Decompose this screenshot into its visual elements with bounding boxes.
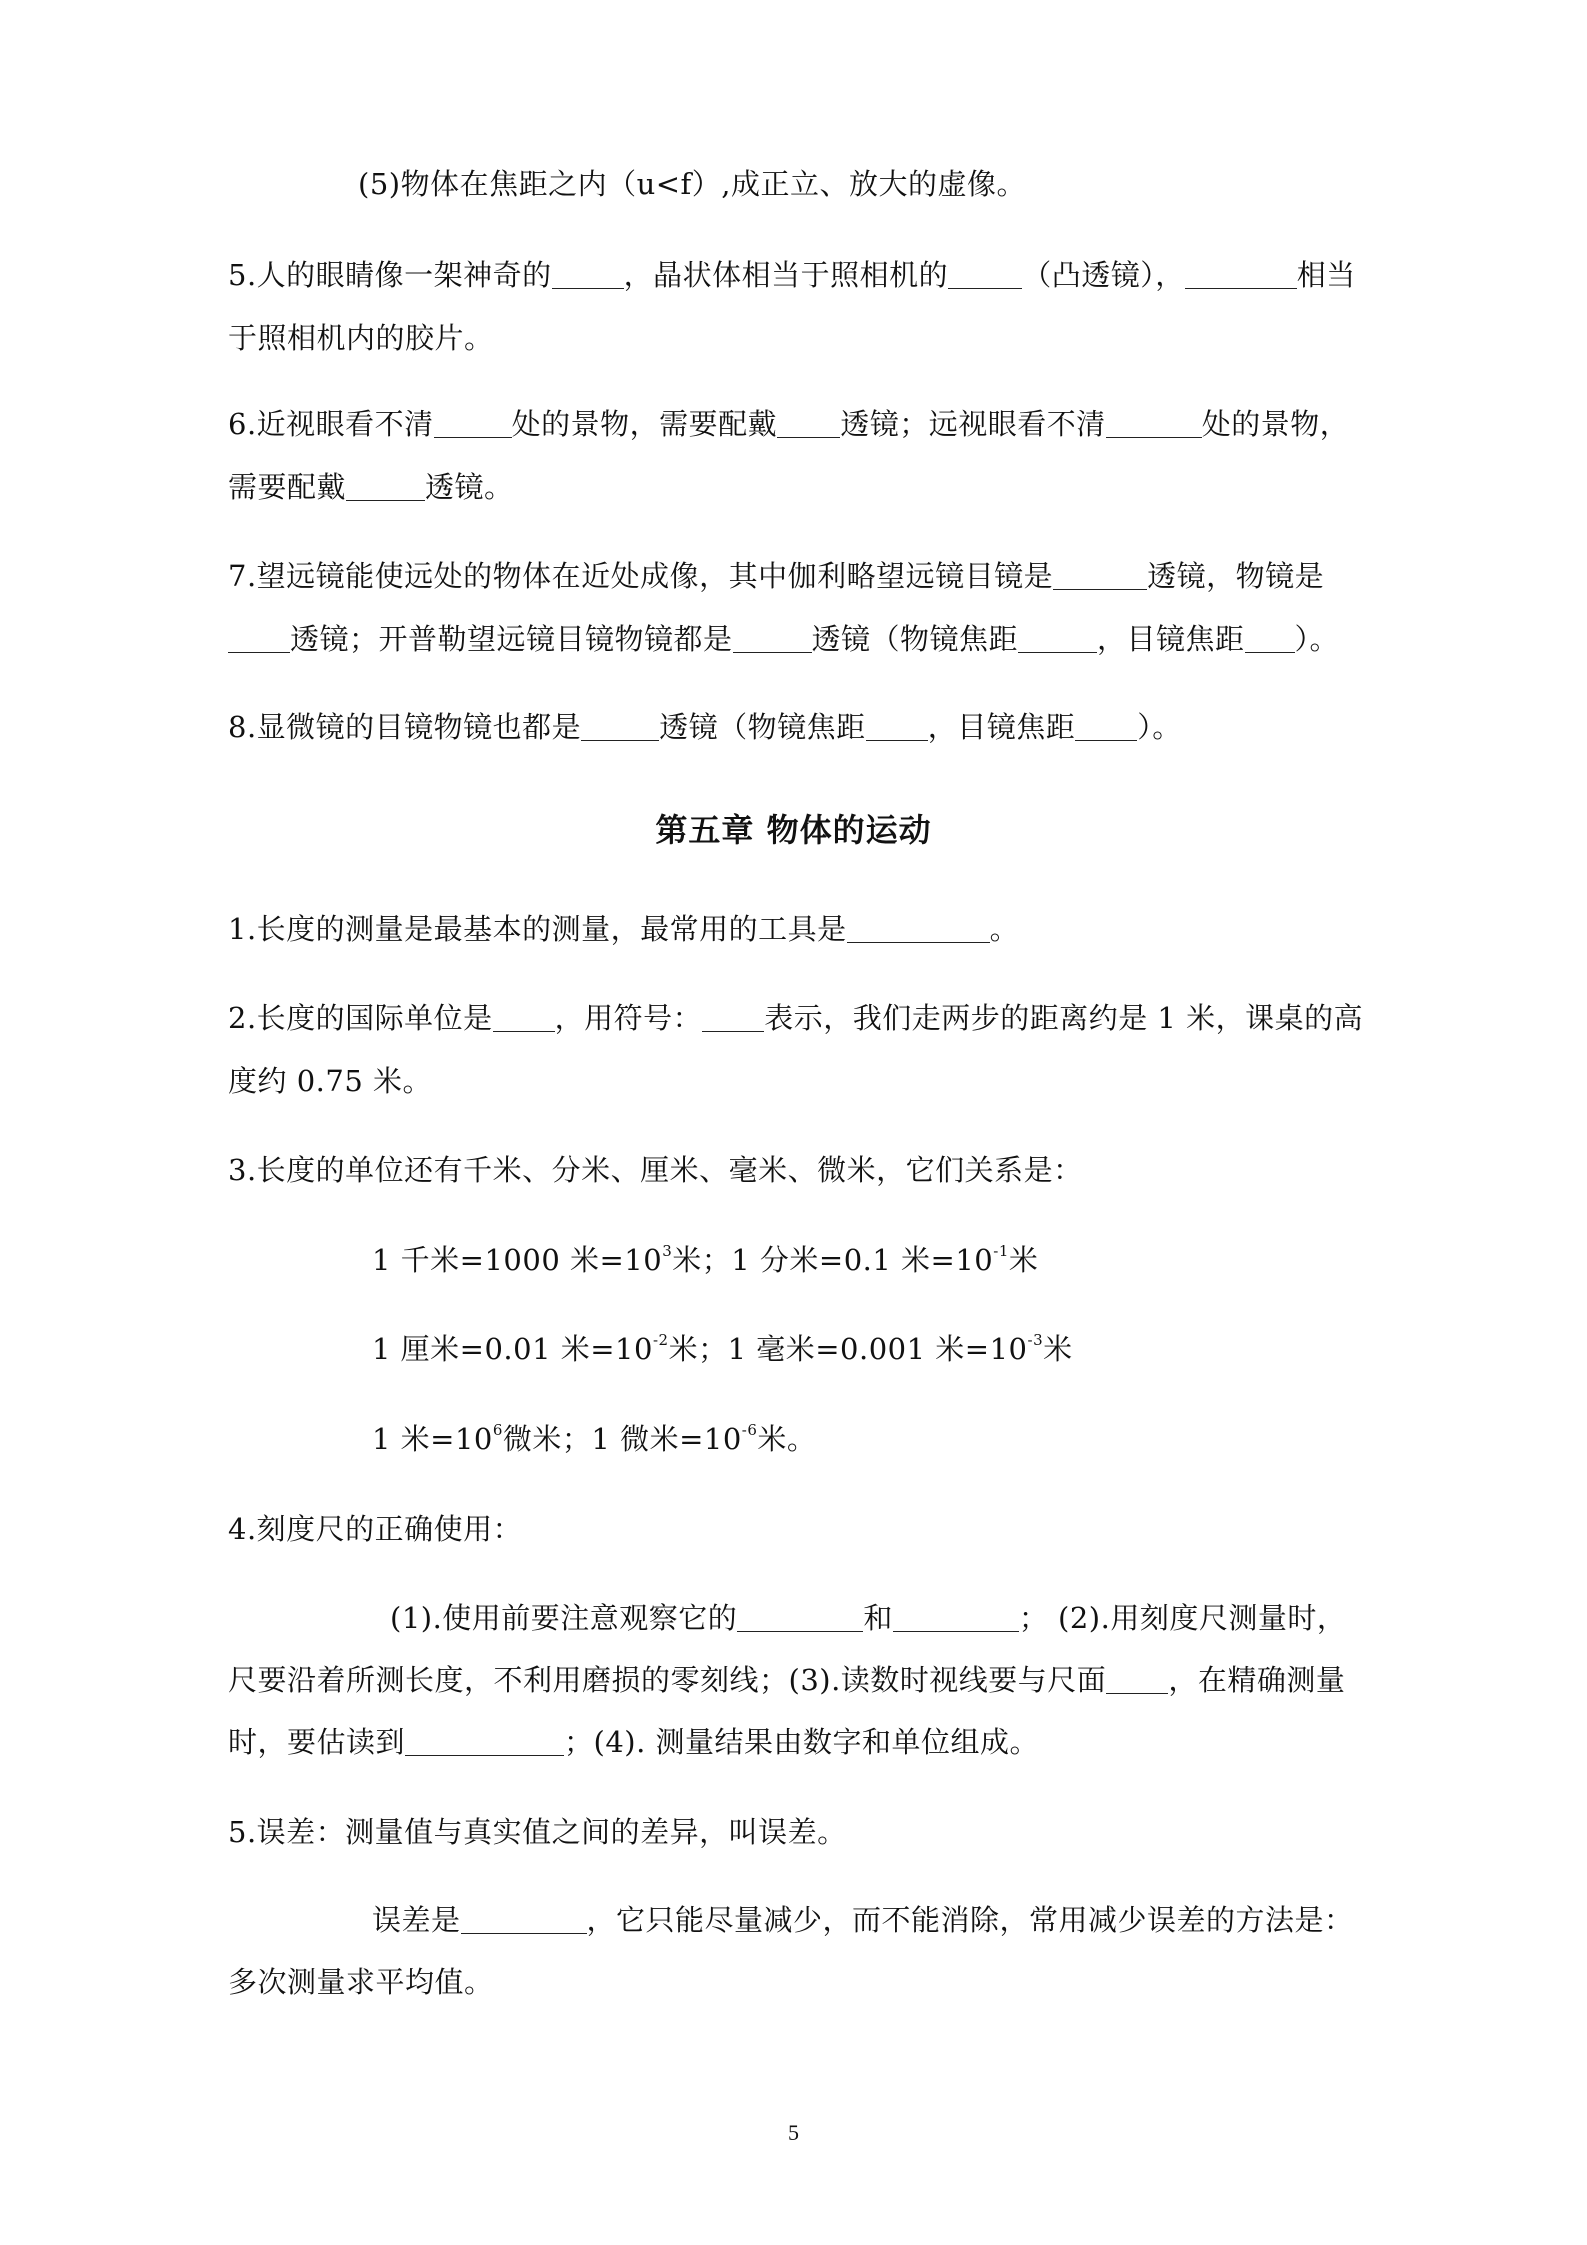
page-number: 5	[788, 2120, 799, 2145]
chapter5-item-1: 1.长度的测量是最基本的测量，最常用的工具是 。	[228, 912, 1020, 946]
answer-blank[interactable]	[1185, 258, 1297, 289]
answer-blank[interactable]	[702, 1001, 764, 1032]
chapter5-item-5-title: 5.误差：测量值与真实值之间的差异，叫误差。	[228, 1815, 847, 1849]
answer-blank[interactable]	[1245, 622, 1295, 653]
answer-blank[interactable]	[1075, 710, 1137, 741]
question-5-line-2: 于照相机内的胶片。	[228, 321, 494, 355]
answer-blank[interactable]	[434, 407, 512, 438]
answer-blank[interactable]	[346, 470, 425, 501]
answer-blank[interactable]	[737, 1601, 863, 1632]
chapter5-item-4-line-2: 尺要沿着所测长度，不利用磨损的零刻线；(3).读数时视线要与尺面 ，在精确测量	[228, 1663, 1346, 1697]
answer-blank[interactable]	[461, 1903, 587, 1934]
chapter5-item-4-line-3: 时，要估读到 ；(4). 测量结果由数字和单位组成。	[228, 1725, 1040, 1759]
chapter5-item-2-line-1: 2.长度的国际单位是 ，用符号： 表示，我们走两步的距离约是 1 米，课桌的高	[228, 1001, 1364, 1035]
chapter-title: 第五章 物体的运动	[655, 811, 932, 849]
chapter5-item-2-line-2: 度约 0.75 米。	[228, 1064, 433, 1098]
answer-blank[interactable]	[1106, 407, 1202, 438]
chapter5-item-5-line-1: 误差是 ，它只能尽量减少，而不能消除，常用减少误差的方法是：	[372, 1903, 1354, 1937]
question-6-line-1: 6.近视眼看不清 处的景物，需要配戴 透镜；远视眼看不清 处的景物，	[228, 407, 1350, 441]
answer-blank[interactable]	[733, 622, 812, 653]
unit-relation-row-2: 1 厘米=0.01 米$=10^{-2}$米；1 毫米=0.001 米$=10^{-3}$米	[372, 1331, 1073, 1366]
question-5-line-1: 5.人的眼睛像一架神奇的 ，晶状体相当于照相机的 （凸透镜）， 相当	[228, 258, 1356, 292]
answer-blank[interactable]	[552, 258, 624, 289]
chapter5-item-4-line-1: (1).使用前要注意观察它的 和 ； (2).用刻度尺测量时，	[390, 1601, 1347, 1635]
question-6-line-2: 需要配戴 透镜。	[228, 470, 514, 504]
answer-blank[interactable]	[893, 1601, 1019, 1632]
answer-blank[interactable]	[1018, 622, 1097, 653]
question-8: 8.显微镜的目镜物镜也都是 透镜（物镜焦距 ，目镜焦距 ）。	[228, 710, 1182, 744]
answer-blank[interactable]	[405, 1725, 564, 1756]
chapter5-item-5-line-2: 多次测量求平均值。	[228, 1965, 494, 1999]
unit-relation-row-3: 1 米$=10^6$微米；1 微米$=10^{-6}$米。	[372, 1421, 817, 1456]
answer-blank[interactable]	[847, 912, 990, 943]
unit-relation-row-1: 1 千米=1000 米$=10^3$米；1 分米=0.1 米$=10^{-1}$米	[372, 1242, 1039, 1277]
answer-blank[interactable]	[493, 1001, 555, 1032]
answer-blank[interactable]	[866, 710, 928, 741]
answer-blank[interactable]	[228, 622, 290, 653]
answer-blank[interactable]	[1053, 559, 1147, 590]
answer-blank[interactable]	[581, 710, 659, 741]
answer-blank[interactable]	[1106, 1663, 1168, 1694]
chapter5-item-3: 3.长度的单位还有千米、分米、厘米、毫米、微米，它们关系是：	[228, 1153, 1083, 1187]
item-convex-virtual-image: (5)物体在焦距之内（u<f）,成正立、放大的虚像。	[358, 167, 1027, 201]
answer-blank[interactable]	[948, 258, 1022, 289]
chapter5-item-4-title: 4.刻度尺的正确使用：	[228, 1512, 523, 1546]
question-7-line-2: 透镜；开普勒望远镜目镜物镜都是 透镜（物镜焦距 ，目镜焦距 ）。	[228, 619, 1448, 659]
answer-blank[interactable]	[777, 407, 840, 438]
question-7-line-1: 7.望远镜能使远处的物体在近处成像，其中伽利略望远镜目镜是 透镜，物镜是	[228, 559, 1325, 593]
